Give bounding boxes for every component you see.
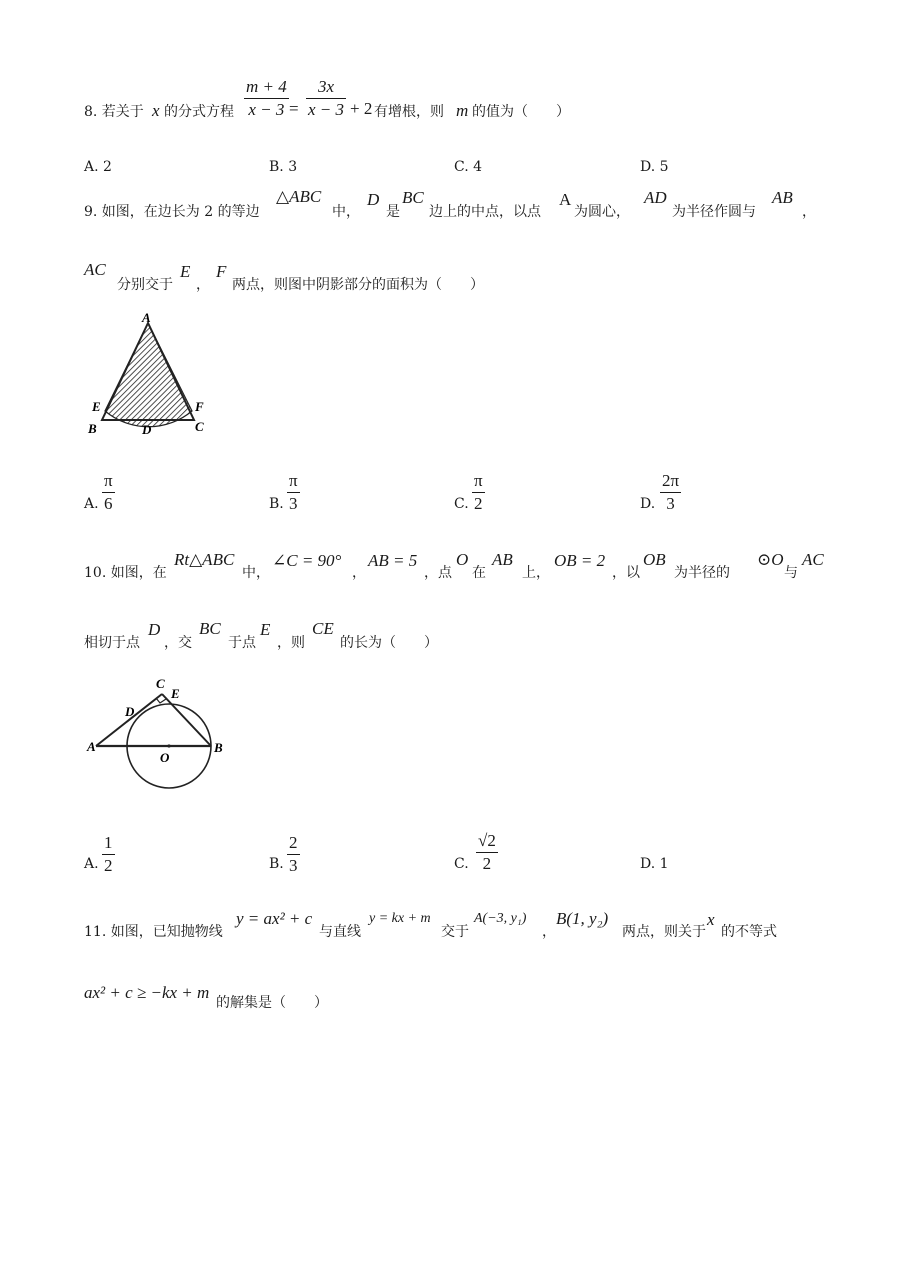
q9-option-c-prefix: C. xyxy=(454,496,469,512)
q10-text-1: 10. 如图，在 xyxy=(84,565,167,581)
q11-text-5: 两点，则关于 xyxy=(622,924,706,940)
q10-option-c-num: √2 xyxy=(476,830,498,853)
question-9-line-1 xyxy=(84,186,904,226)
question-8 xyxy=(84,76,884,136)
q9-option-b-den: 3 xyxy=(289,494,298,513)
q9-segment-ab: AB xyxy=(772,188,793,207)
q10-text-13: ，则 xyxy=(277,635,305,651)
q9-text-9: ， xyxy=(196,277,210,293)
question-10-line-2 xyxy=(84,617,904,657)
q10-ab-equals-5: AB = 5 xyxy=(368,551,418,570)
q11-text-4: ， xyxy=(542,924,556,940)
q10-text-6: 上， xyxy=(522,565,550,581)
q10-text-3: ， xyxy=(352,565,366,581)
q8-option-a[interactable]: A. 2 xyxy=(84,159,112,175)
q10-option-b-num: 2 xyxy=(287,832,300,855)
q10-option-a-den: 2 xyxy=(104,856,113,875)
q9-segment-ad: AD xyxy=(644,188,667,207)
q8-rhs-den: x − 3 xyxy=(308,100,345,119)
q9-text-2: 中， xyxy=(332,204,360,220)
q9-point-e: E xyxy=(180,262,191,281)
q10-text-4: ，点 xyxy=(424,565,452,581)
q9-option-a-prefix: A. xyxy=(84,496,99,512)
q11-parabola-equation: y = ax² + c xyxy=(236,909,313,928)
q8-prefix: 8. 若关于 xyxy=(84,104,144,120)
q9-text-10: 两点，则图中阴影部分的面积为（ ） xyxy=(232,277,484,293)
q11-inequality: ax² + c ≥ −kx + m xyxy=(84,983,210,1002)
q11-text-7: 的解集是（ ） xyxy=(216,995,328,1011)
q10-option-d-prefix: D. xyxy=(640,856,656,872)
q8-option-c[interactable]: C. 4 xyxy=(454,159,483,175)
q10-option-a-num: 1 xyxy=(102,832,115,855)
q8-option-b[interactable]: B. 3 xyxy=(269,159,298,175)
q10-option-b-den: 3 xyxy=(289,856,298,875)
q10-segment-bc: BC xyxy=(199,619,221,638)
q9-option-d-prefix: D. xyxy=(640,496,656,512)
q9-text-1: 9. 如图，在边长为 2 的等边 xyxy=(84,204,260,220)
q10-point-d: D xyxy=(148,620,161,639)
q10-option-c-den: 2 xyxy=(482,854,492,873)
q9-text-3: 是 xyxy=(386,204,400,220)
q9-figure xyxy=(84,308,224,438)
q10-circle-o: ⊙O xyxy=(757,550,784,569)
q9-text-8: 分别交于 xyxy=(117,277,173,293)
q10-point-e: E xyxy=(260,620,271,639)
question-10-line-1 xyxy=(84,546,904,586)
q9-text-6: 为半径作圆与 xyxy=(672,204,756,220)
q10-segment-ce: CE xyxy=(312,619,334,638)
q9-option-b-num: π xyxy=(287,470,300,493)
q8-lhs-den: x − 3 xyxy=(248,100,285,119)
q8-lhs-num: m + 4 xyxy=(244,76,289,99)
q9-label-b: B xyxy=(88,421,97,436)
q8-rhs-fraction xyxy=(306,76,346,121)
q10-label-e: E xyxy=(171,686,180,701)
q10-label-d: D xyxy=(125,704,135,719)
q10-rt-triangle: Rt△ABC xyxy=(174,550,235,569)
q11-text-3: 交于 xyxy=(441,924,469,940)
q11-text-6: 的不等式 xyxy=(721,924,777,940)
q9-segment-ac: AC xyxy=(84,260,106,279)
q8-after: 有增根，则 xyxy=(374,104,444,120)
q8-equals: = xyxy=(289,99,299,118)
q10-option-a-prefix: A. xyxy=(84,856,99,872)
q9-shaded-sector xyxy=(105,323,192,427)
q9-point-d: D xyxy=(367,190,380,209)
q10-figure xyxy=(84,672,234,797)
q10-label-a: A xyxy=(87,739,96,754)
q10-text-11: ，交 xyxy=(164,635,192,651)
q10-ob-equals-2: OB = 2 xyxy=(554,551,606,570)
q10-point-o: O xyxy=(456,550,469,569)
q10-center-dot xyxy=(167,744,170,747)
q9-option-c-den: 2 xyxy=(474,494,483,513)
q8-plus-two: + 2 xyxy=(350,99,373,118)
q10-option-a-fraction xyxy=(102,832,115,877)
q10-option-c-prefix: C. xyxy=(454,856,469,872)
q9-option-d-den: 3 xyxy=(666,494,675,513)
q8-mid: 的分式方程 xyxy=(164,104,234,120)
q10-segment-ob: OB xyxy=(643,550,666,569)
q11-point-b: B(1, y₂) xyxy=(556,909,609,928)
q10-text-5: 在 xyxy=(472,565,486,581)
q9-option-c-num: π xyxy=(472,470,485,493)
q10-segment-cb-line xyxy=(162,694,211,746)
q9-option-d-fraction xyxy=(660,470,681,515)
q9-option-b-fraction xyxy=(287,470,300,515)
q11-line-equation: y = kx + m xyxy=(369,911,431,926)
q10-label-o: O xyxy=(160,750,170,765)
q10-text-10: 相切于点 xyxy=(84,635,140,651)
q9-text-7: ， xyxy=(802,204,816,220)
q9-text-5: 为圆心， xyxy=(574,204,630,220)
q9-point-a: A xyxy=(559,190,572,209)
q9-option-b-prefix: B. xyxy=(269,496,284,512)
question-9-line-2 xyxy=(84,258,904,298)
q9-text-4: 边上的中点，以点 xyxy=(429,204,541,220)
q11-text-2: 与直线 xyxy=(319,924,361,940)
q9-option-a-den: 6 xyxy=(104,494,113,513)
q10-option-d[interactable] xyxy=(640,856,669,872)
q10-option-b-prefix: B. xyxy=(269,856,284,872)
q11-var-x: x xyxy=(707,910,715,929)
q11-point-a: A(−3, y₁) xyxy=(474,911,527,926)
q10-text-7: ，以 xyxy=(612,565,640,581)
q10-angle-c: ∠C = 90° xyxy=(272,551,342,570)
q10-text-8: 为半径的 xyxy=(674,565,730,581)
question-11-line-2 xyxy=(84,980,904,1020)
q8-option-d[interactable]: D. 5 xyxy=(640,159,669,175)
q8-var-x: x xyxy=(152,101,160,120)
q8-rhs-num: 3x xyxy=(306,76,346,99)
q10-option-c-fraction xyxy=(476,830,498,875)
q10-label-c: C xyxy=(156,676,165,691)
q10-option-d-value: 1 xyxy=(659,856,669,872)
q10-segment-ab: AB xyxy=(492,550,513,569)
q10-text-9: 与 xyxy=(784,565,798,581)
q9-label-c: C xyxy=(195,419,204,434)
q9-label-d: D xyxy=(142,422,152,437)
q10-text-12: 于点 xyxy=(228,635,256,651)
q8-suffix: 的值为（ ） xyxy=(472,104,570,120)
q10-segment-ac-line xyxy=(96,694,162,746)
question-11-line-1 xyxy=(84,906,904,946)
q9-option-a-num: π xyxy=(102,470,115,493)
q9-label-f: F xyxy=(195,399,204,414)
q9-option-c-fraction xyxy=(472,470,485,515)
q10-text-14: 的长为（ ） xyxy=(340,635,438,651)
q10-text-2: 中， xyxy=(242,565,270,581)
q9-option-a-fraction xyxy=(102,470,115,515)
q9-label-e: E xyxy=(92,399,101,414)
q10-label-b: B xyxy=(214,740,223,755)
q9-label-a: A xyxy=(142,310,151,325)
q8-lhs-fraction xyxy=(244,76,289,121)
q9-segment-bc: BC xyxy=(402,188,424,207)
q8-var-m: m xyxy=(456,101,469,120)
q10-segment-ac: AC xyxy=(802,550,824,569)
q11-text-1: 11. 如图，已知抛物线 xyxy=(84,924,223,940)
q10-option-b-fraction xyxy=(287,832,300,877)
q9-triangle-abc: △ABC xyxy=(276,187,322,206)
q9-option-d-num: 2π xyxy=(660,470,681,493)
q9-point-f: F xyxy=(216,262,227,281)
